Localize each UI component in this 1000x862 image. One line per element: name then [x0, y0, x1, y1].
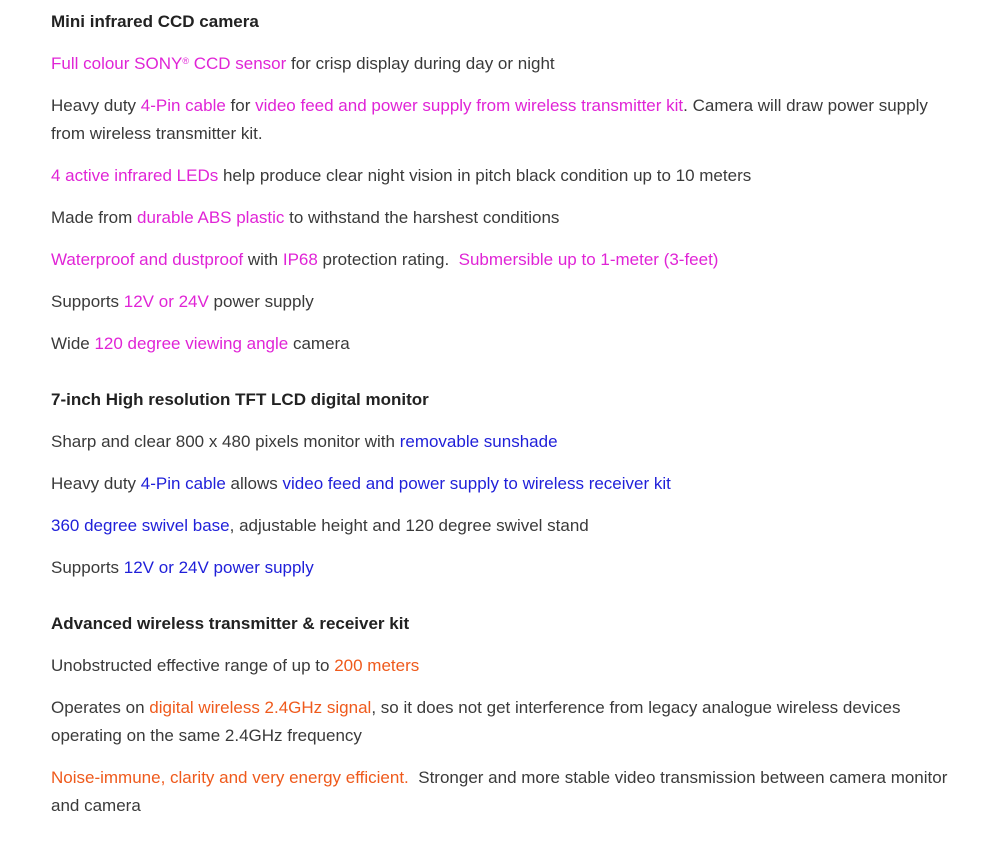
text: allows [225, 474, 283, 493]
text: Unobstructed effective range of up to [51, 656, 335, 675]
text: power supply [208, 292, 314, 311]
text: Supports [51, 558, 124, 577]
text: for crisp display during day or night [286, 54, 555, 73]
text: Sharp and clear 800 x 480 pixels monitor with [51, 432, 400, 451]
text: Heavy duty [51, 474, 141, 493]
wireless-feature-signal [51, 694, 949, 750]
highlight: 4-Pin cable [140, 96, 226, 115]
camera-heading: Mini infrared CCD camera [51, 12, 259, 31]
text: protection rating. [317, 250, 459, 269]
camera-feature-infrared [51, 162, 949, 190]
highlight: removable sunshade [399, 432, 558, 451]
highlight: durable ABS plastic [136, 208, 285, 227]
text: Made from [51, 208, 137, 227]
monitor-feature-swivel [51, 512, 949, 540]
text: . Camera will draw power supply from wireless transmitter kit. [51, 96, 928, 143]
text: , so it does not get interference from legacy analogue wireless devices operating on the same 2.4GHz frequency [51, 698, 901, 745]
highlight: 120 degree viewing angle [94, 334, 289, 353]
camera-feature-cable [51, 92, 949, 148]
highlight: Noise-immune, clarity and very energy efficient. [51, 768, 409, 787]
wireless-section [51, 610, 953, 820]
camera-section [51, 8, 949, 358]
registered-mark: ® [182, 56, 189, 66]
highlight: 4-Pin cable [140, 474, 226, 493]
wireless-feature-range [51, 652, 949, 680]
highlight: Full colour SONY [51, 54, 183, 73]
highlight: video feed and power supply from wireless transmitter kit [255, 96, 684, 115]
text: Stronger and more stable video transmission between camera monitor and camera [51, 768, 953, 815]
text: help produce clear night vision in pitch black condition up to 10 meters [218, 166, 752, 185]
camera-feature-angle [51, 330, 949, 358]
text: Wide [51, 334, 95, 353]
text: for [225, 96, 256, 115]
camera-feature-power [51, 288, 949, 316]
text: to withstand the harshest conditions [284, 208, 560, 227]
camera-feature-waterproof [51, 246, 949, 274]
camera-feature-material [51, 204, 949, 232]
highlight: 4 active infrared LEDs [51, 166, 219, 185]
wireless-heading: Advanced wireless transmitter & receiver kit [51, 614, 410, 633]
text: Operates on [51, 698, 150, 717]
highlight: video feed and power supply to wireless receiver kit [282, 474, 671, 493]
highlight: CCD sensor [188, 54, 287, 73]
text: , adjustable height and 120 degree swivel stand [229, 516, 589, 535]
highlight: Submersible up to 1-meter (3-feet) [458, 250, 719, 269]
monitor-section [51, 386, 949, 582]
text: camera [288, 334, 350, 353]
highlight: IP68 [282, 250, 318, 269]
highlight: digital wireless 2.4GHz signal [149, 698, 372, 717]
highlight: 360 degree swivel base [51, 516, 230, 535]
text: with [243, 250, 283, 269]
monitor-feature-power [51, 554, 949, 582]
highlight: Waterproof and dustproof [51, 250, 244, 269]
monitor-heading: 7-inch High resolution TFT LCD digital monitor [51, 390, 429, 409]
text: Supports [51, 292, 124, 311]
monitor-feature-cable [51, 470, 949, 498]
camera-feature-sensor [51, 50, 949, 78]
highlight: 12V or 24V [123, 292, 209, 311]
text: Heavy duty [51, 96, 141, 115]
wireless-feature-noise [51, 764, 953, 820]
monitor-feature-resolution [51, 428, 949, 456]
highlight: 12V or 24V power supply [123, 558, 314, 577]
highlight: 200 meters [334, 656, 420, 675]
